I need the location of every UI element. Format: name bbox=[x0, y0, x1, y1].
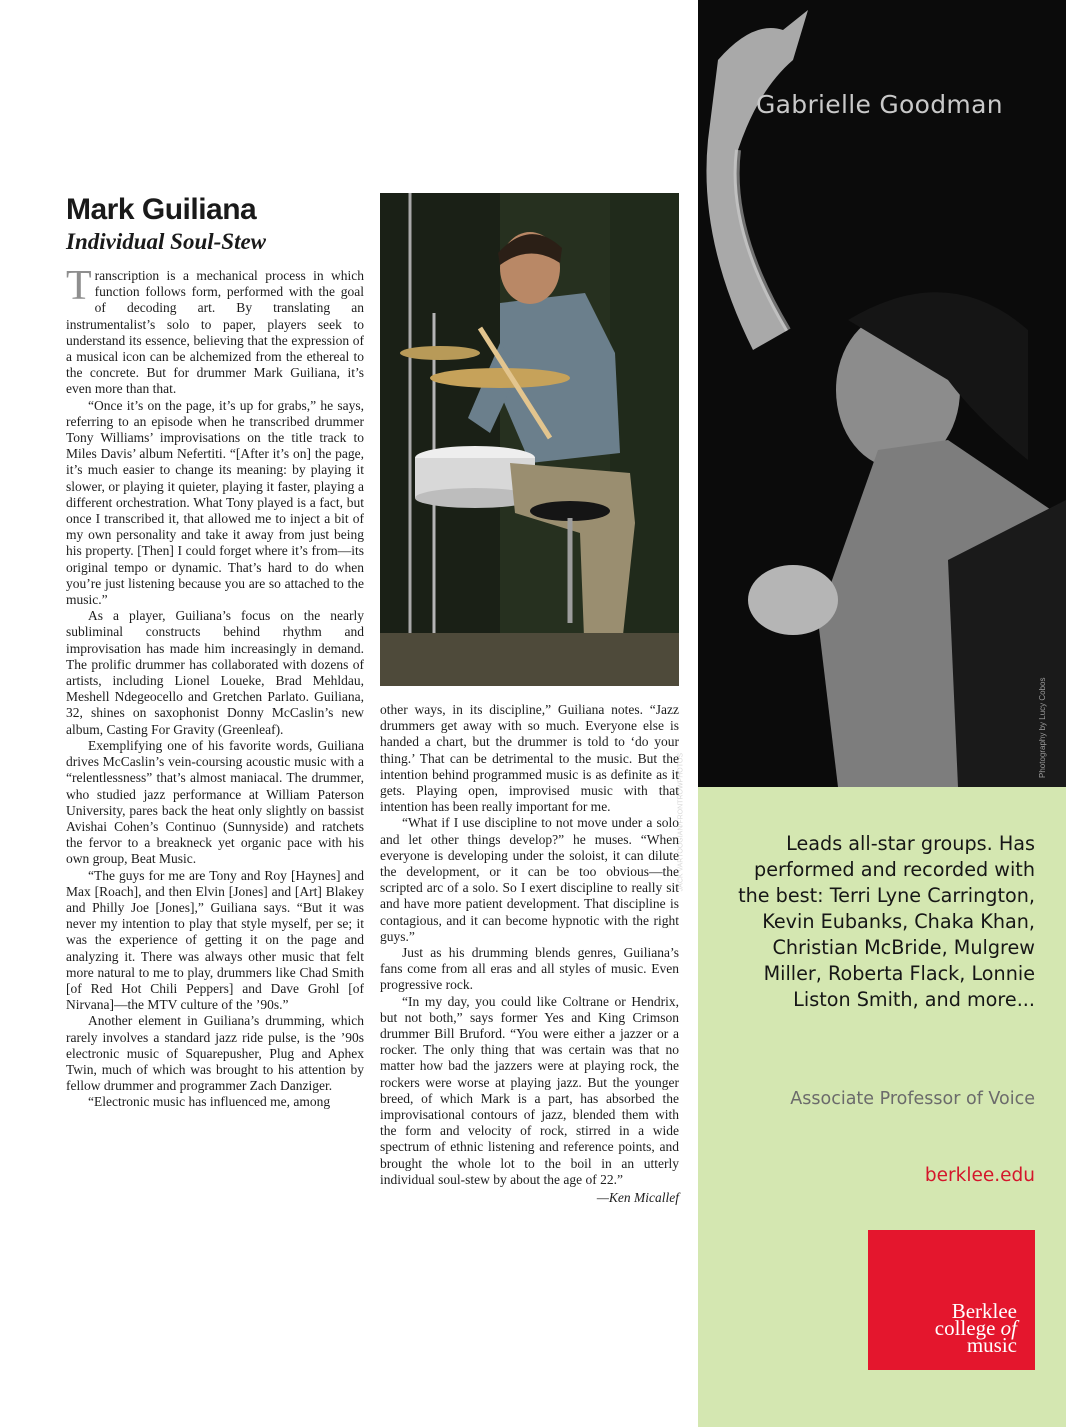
berklee-logo-text: Berklee college of music bbox=[934, 1299, 1017, 1357]
ad-job-title: Associate Professor of Voice bbox=[790, 1089, 1035, 1109]
ad-info-panel bbox=[698, 787, 1066, 1427]
drop-cap: T bbox=[66, 263, 92, 309]
ad-photo-credit: Photography by Lucy Cobos bbox=[1038, 677, 1047, 778]
article-paragraph: “Electronic music has influenced me, among bbox=[88, 1094, 331, 1110]
ad-person-name: Gabrielle Goodman bbox=[756, 90, 1003, 119]
article-deck: Individual Soul-Stew bbox=[66, 229, 267, 254]
ad-bio: Leads all-star groups. Has performed and recorded with the best: Terri Lyne Carrington, Kevin Eubanks, Chaka Khan, Christian McBride, Mulgrew Miller, Roberta Flack, Lonnie Liston Smith, and more... bbox=[738, 832, 1035, 1011]
berklee-logo bbox=[868, 1230, 1035, 1370]
article-byline: —Ken Micallef bbox=[596, 1190, 679, 1206]
article-paragraph: Transcription is a mechanical process in which function follows form, performed with the goal of decoding art. By translating an instrumentalist’s solo to paper, players seek to understand its essence, believing that the expression of a musical icon can be alchemized from the ethereal to the concrete. But for drummer Mark Guiliana, it’s even more than that. bbox=[66, 263, 364, 397]
article-paragraph: “Once it’s on the page, it’s up for grabs,” he says, referring to an episode when he transcribed drummer Tony Williams’ improvisations on the title track to Miles Davis’ album Nefertiti. “[After it’s on] the page, it’s much easier to change its meaning: by playing it slower, or playing it quieter, playing it faster, playing a different orchestration. What Tony played is a fact, but once I transcribed it, that allowed me to inject a bit of my own personality and take it away from just being his property. [Then] I could forget where it’s from—its original tempo or dynamic. That’s hard to do when you’re just listening because you are so attached to the music.” bbox=[66, 397, 364, 608]
article-headline: Mark Guiliana bbox=[66, 193, 257, 226]
article-paragraph: Just as his drumming blends genres, Guiliana’s fans come from all eras and all styles of music. Even progressive rock. bbox=[380, 945, 679, 993]
berklee-advertisement bbox=[698, 0, 1066, 1427]
drummer-illustration bbox=[380, 193, 679, 686]
ad-url-link[interactable]: berklee.edu bbox=[924, 1165, 1035, 1186]
article-paragraph: Exemplifying one of his favorite words, Guiliana drives McCaslin’s vein-coursing acoustic music with a “relentlessness” that’s almost maniacal. The drummer, who studied jazz performance at William Paterson University, pares back the heat only slightly on bassist Avishai Cohen’s Continuo (Sunnyside) and ratchets the fervor to a breakneck yet organic pace with his own group, Beat Music. bbox=[66, 737, 364, 867]
article-paragraph: Another element in Guiliana’s drumming, which rarely involves a standard jazz ride pulse, is the ’90s electronic music of Squarepusher, Plug and Aphex Twin, much of which was brought to his attention by fellow drummer and programmer Zach Danziger. bbox=[66, 1013, 364, 1094]
article-paragraph: “The guys for me are Tony and Roy [Haynes] and Max [Roach], and then Elvin [Jones] and [Art] Blakey and Philly Joe [Jones],” Guiliana says. “But it was never my intention to play that style myself, per se; it was the experience of getting it on the page and analyzing it. There was always other music that felt more natural to me to play, drummers like Chad Smith [of Red Hot Chili Peppers] and Dave Grohl [of Nirvana]—the MTV culture of the ’90s.” bbox=[66, 867, 364, 1013]
article-paragraph: “What if I use discipline to not move under a solo and let other things develop?” he muses. “When everyone is developing under the soloist, it can dilute the development, or it can be too obvious—the scripted arc of a solo. So I exert discipline to really sit and have more patient development. That discipline is contagious, and it can become hypnotic with the right guys.” bbox=[380, 815, 679, 944]
photo-credit: JACK VARTOOGIAN/FRONTROWPHOTOS bbox=[677, 753, 684, 892]
ad-portrait-photo bbox=[698, 0, 1066, 787]
article-paragraph: “In my day, you could like Coltrane or Hendrix, but not both,” says former Yes and King Crimson drummer Bill Bruford. “You were either a jazzer or a rocker. The only thing that was certain was that no matter how bad the jazzers were at playing rock, the rockers were worse at playing jazz. But the younger breed, of which Mark is a part, has absorbed the improvisational contours of jazz, blended them with the form and velocity of rock, stirred in a wide spectrum of ethnic listening and reference points, and brought the whole lot to the boil in an utterly individual soul-stew by about the age of 22.” bbox=[380, 993, 679, 1187]
article-column-1 bbox=[66, 263, 364, 1111]
article-paragraph: As a player, Guiliana’s focus on the nearly subliminal constructs behind rhythm and improvisation has made him increasingly in demand. The prolific drummer has collaborated with dozens of artists, including Lionel Loueke, Brad Mehldau, Meshell Ndegeocello and Gretchen Parlato. Guiliana, 32, shines on saxophonist Donny McCaslin’s new album, Casting For Gravity (Greenleaf). bbox=[66, 608, 364, 737]
article-paragraph: other ways, in its discipline,” Guiliana notes. “Jazz drummers get away with so much. Everyone else is handed a chart, but the drummer is told to ‘do your thing.’ That can be detrimental to the music. But the intention behind programmed music is as definite as it gets. Playing open, improvised music with that intention has been really important for me. bbox=[380, 702, 679, 815]
article-column-2 bbox=[380, 702, 679, 1206]
